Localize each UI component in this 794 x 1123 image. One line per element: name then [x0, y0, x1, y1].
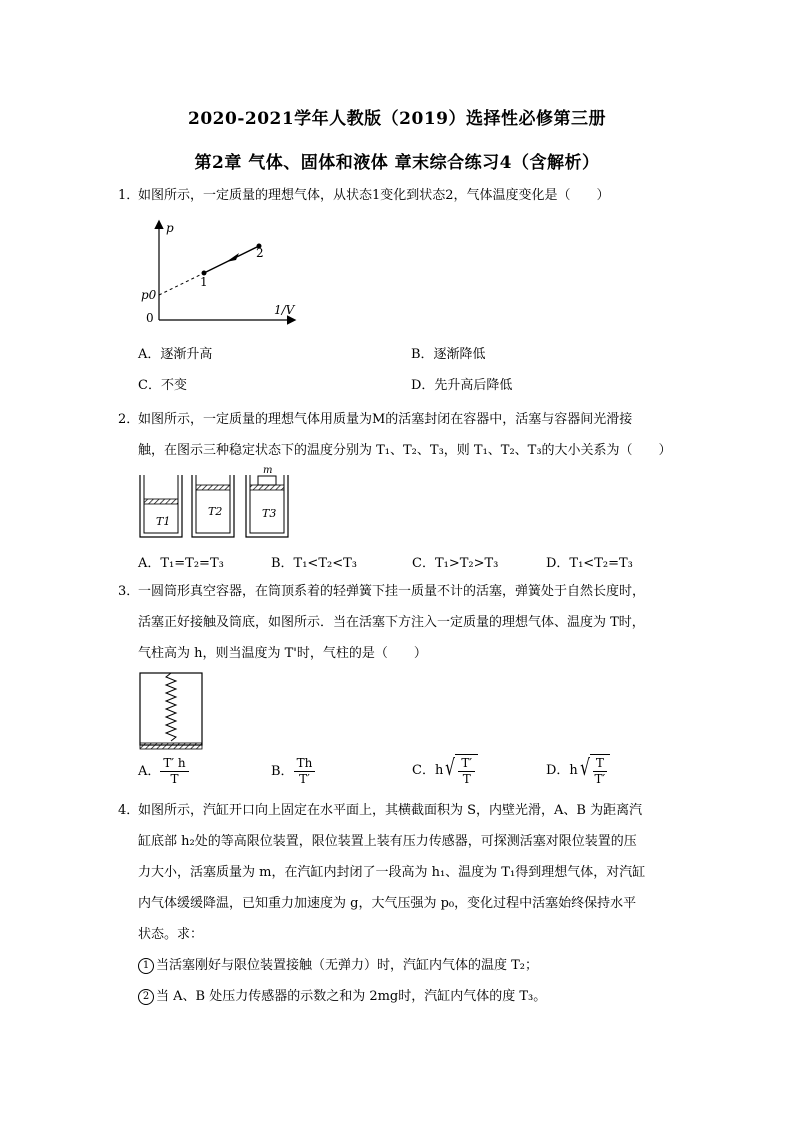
question-text-line: 活塞正好接触及筒底，如图所示．当在活塞下方注入一定质量的理想气体、温度为 T时， [138, 615, 645, 630]
question-number: 4． [118, 803, 140, 818]
q1-option-c[interactable]: C．不变 [138, 378, 187, 393]
q3-option-b[interactable] [271, 756, 315, 787]
sub-question-text: 当活塞刚好与限位装置接触（无弹力）时，汽缸内气体的温度 T₂； [156, 958, 539, 973]
t1-label: T1 [156, 515, 171, 528]
numerator: T′ [458, 756, 475, 772]
sub-question-text: 当 A、B 处压力传感器的示数之和为 2mg时，汽缸内气体的度 T₃。 [156, 989, 547, 1004]
q2-option-a[interactable]: A．T₁=T₂=T₃ [138, 556, 224, 571]
question-number: 3． [118, 584, 140, 599]
question-text-line: 状态。求： [138, 927, 204, 942]
question-text-line: 气柱高为 h，则当温度为 T'时，气柱的是（ ） [138, 646, 427, 661]
question-number: 2． [118, 412, 140, 427]
intercept-label: p0 [141, 288, 157, 302]
point-2-label: 2 [256, 246, 264, 260]
spring-container-figure [138, 671, 206, 753]
option-label: D．h [546, 763, 578, 778]
numerator: T′ h [160, 756, 188, 772]
denominator: T [462, 772, 471, 786]
question-text-line: 一圆筒形真空容器，在筒顶系着的轻弹簧下挂一质量不计的活塞，弹簧处于自然长度时， [138, 584, 646, 599]
fraction [160, 756, 188, 787]
pv-graph [138, 218, 298, 330]
q1-option-b[interactable]: B．逐渐降低 [411, 347, 486, 362]
question-text-line: 内气体缓缓降温，已知重力加速度为 g，大气压强为 p₀，变化过程中活塞始终保持水平 [138, 896, 637, 911]
cylinder [140, 673, 202, 745]
container-2 [192, 475, 234, 537]
y-axis-label: p [166, 221, 174, 235]
point-1-label: 1 [200, 275, 208, 289]
question-number: 1． [118, 188, 140, 203]
origin-label: 0 [146, 311, 154, 325]
q3-option-a[interactable] [138, 756, 189, 787]
t2-label: T2 [208, 505, 223, 518]
container-1 [140, 475, 182, 537]
question-text-line: 缸底部 h₂处的等高限位装置，限位装置上装有压力传感器，可探测活塞对限位装置的压 [138, 834, 637, 849]
option-label: B． [271, 764, 294, 779]
document-subtitle: 第2章 气体、固体和液体 章末综合练习4（含解析） [194, 153, 600, 173]
document-title: 2020-2021学年人教版（2019）选择性必修第三册 [188, 109, 606, 129]
fraction [294, 756, 316, 787]
sub-question-2 [118, 981, 678, 1012]
question-text-line: 力大小，活塞质量为 m，在汽缸内封闭了一段高为 h₁、温度为 T₁得到理想气体，对汽缸 [138, 865, 646, 880]
piston [140, 743, 202, 749]
question-3 [118, 576, 678, 669]
denominator: T′ [594, 772, 606, 786]
question-text-line: 触，在图示三种稳定状态下的温度分别为 T₁、T₂、T₃，则 T₁、T₂、T₃的大小关系为（ ） [138, 443, 672, 458]
q1-option-a[interactable]: A．逐渐升高 [138, 347, 213, 362]
piston-2 [196, 485, 230, 490]
question-4 [118, 795, 678, 1012]
option-label: C．h [412, 763, 444, 778]
sqrt: √ $\frac{T}{T'}$ [578, 754, 610, 787]
mass-block [258, 476, 276, 485]
q3-option-d[interactable] [546, 754, 610, 787]
question-1 [118, 180, 678, 211]
question-2 [118, 404, 678, 466]
sqrt: √ $\frac{T'}{T}$ [443, 754, 478, 787]
question-text: 如图所示，一定质量的理想气体，从状态1变化到状态2，气体温度变化是（ ） [138, 188, 610, 203]
dashed-extension [159, 273, 204, 295]
q1-option-d[interactable]: D．先升高后降低 [411, 378, 513, 393]
piston-1 [144, 499, 178, 504]
three-containers-figure [138, 463, 298, 541]
denominator: T [170, 772, 179, 786]
container-3 [246, 465, 288, 537]
question-text-line: 如图所示，一定质量的理想气体用质量为M的活塞封闭在容器中，活塞与容器间光滑接 [138, 412, 633, 427]
q2-option-c[interactable]: C．T₁>T₂>T₃ [412, 556, 499, 571]
numerator: Th [294, 756, 316, 772]
t3-label: T3 [262, 507, 277, 520]
q2-option-b[interactable]: B．T₁<T₂<T₃ [271, 556, 357, 571]
mass-label: m [263, 465, 273, 476]
q3-option-c[interactable] [412, 754, 478, 787]
piston-3 [250, 485, 284, 490]
spring [166, 673, 176, 741]
denominator: T′ [299, 772, 310, 786]
x-axis-label: 1/V [274, 303, 295, 317]
circled-2-icon: 2 [138, 989, 154, 1005]
circled-1-icon: 1 [138, 958, 154, 974]
option-label: A． [138, 764, 161, 779]
question-text-line: 如图所示，汽缸开口向上固定在水平面上，其横截面积为 S，内壁光滑，A、B 为距离汽 [138, 803, 643, 818]
numerator: T [593, 756, 607, 772]
q2-option-d[interactable]: D．T₁<T₂=T₃ [546, 556, 633, 571]
sub-question-1 [118, 950, 678, 981]
